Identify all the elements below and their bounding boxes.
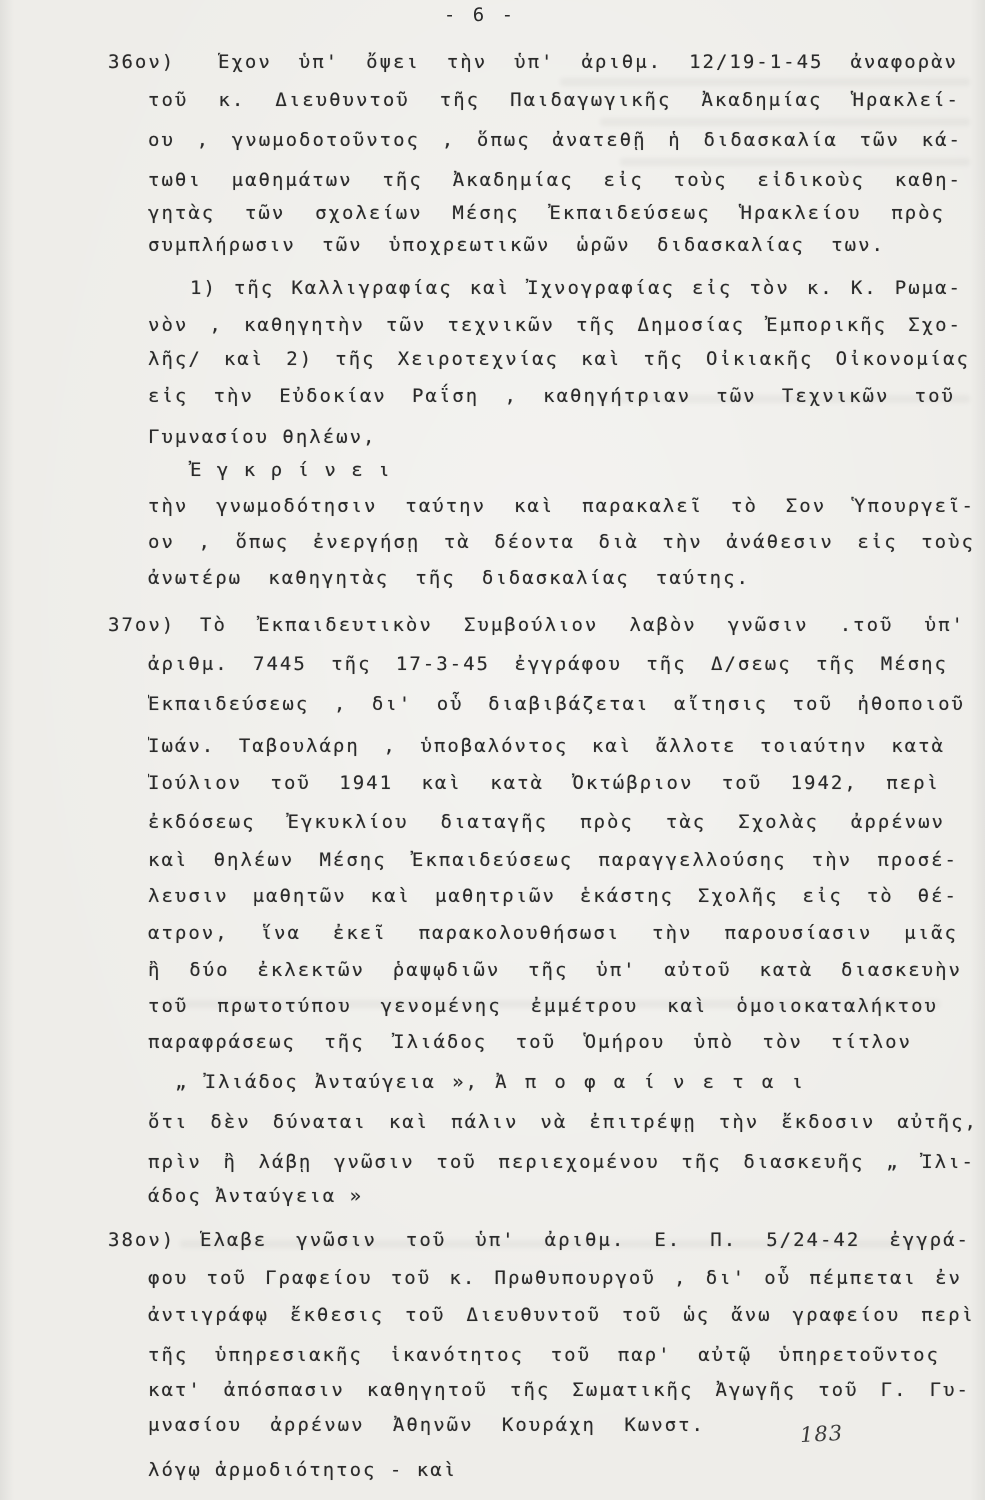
text-line: τῆς ὑπηρεσιακῆς ἱκανότητος τοῦ παρ' αὐτῷ ὑπηρετοῦντος: [148, 1344, 940, 1366]
text-line: λευσιν μαθητῶν καὶ μαθητριῶν ἑκάστης Σχολῆς εἰς τὸ θέ-: [148, 885, 958, 907]
text-line: ὅτι δὲν δύναται καὶ πάλιν νὰ ἐπιτρέψῃ τὴν ἔκδοσιν αὐτῆς,: [148, 1111, 978, 1133]
text-line: τὴν γνωμοδότησιν ταύτην καὶ παρακαλεῖ τὸ Σον Ὑπουργεῖ-: [148, 495, 975, 517]
text-line: λόγῳ ἁρμοδιότητος - καὶ: [148, 1459, 458, 1481]
text-line: τοῦ πρωτοτύπου γενομένης ἐμμέτρου καὶ ὁμοιοκαταλήκτου: [148, 995, 938, 1017]
text-line: ον , ὅπως ἐνεργήσῃ τὰ δέοντα διὰ τὴν ἀνάθεσιν εἰς τοὺς: [148, 531, 975, 553]
entry-number: 38ον): [108, 1229, 176, 1251]
text-line: εἰς τὴν Εὐδοκίαν Ραΐση , καθηγήτριαν τῶν Τεχνικῶν τοῦ: [148, 385, 955, 407]
text-line: Ἰωάν. Ταβουλάρη , ὑποβαλόντος καὶ ἄλλοτε τοιαύτην κατὰ: [148, 735, 945, 757]
handwritten-page-number: 183: [799, 1420, 844, 1448]
text-line: ατρον, ἵνα ἐκεῖ παρακολουθήσωσι τὴν παρουσίασιν μιᾶς: [148, 922, 958, 944]
text-line: Τὸ Ἐκπαιδευτικὸν Συμβούλιον λαβὸν γνῶσιν .τοῦ ὑπ': [200, 614, 965, 636]
page-header: - 6 -: [443, 4, 517, 26]
text-line: ἀντιγράφῳ ἔκθεσις τοῦ Διευθυντοῦ τοῦ ὡς ἄνω γραφείου περὶ: [148, 1304, 975, 1326]
text-line: ἀριθμ. 7445 τῆς 17-3-45 ἐγγράφου τῆς Δ/σεως τῆς Μέσης: [148, 653, 948, 675]
text-line: ἐκδόσεως Ἐγκυκλίου διαταγῆς πρὸς τὰς Σχολὰς ἀρρένων: [148, 811, 945, 833]
text-line: φου τοῦ Γραφείου τοῦ κ. Πρωθυπουργοῦ , δι' οὗ πέμπεται ἐν: [148, 1267, 962, 1289]
entry-number: 37ον): [108, 614, 176, 636]
text-line: καὶ θηλέων Μέσης Ἐκπαιδεύσεως παραγγελλούσης τὴν προσέ-: [148, 849, 958, 871]
text-line: Ἰούλιον τοῦ 1941 καὶ κατὰ Ὀκτώβριον τοῦ 1942, περὶ: [148, 772, 940, 794]
text-line: τωθι μαθημάτων τῆς Ἀκαδημίας εἰς τοὺς εἰδικοὺς καθη-: [148, 169, 962, 191]
text-line: νὸν , καθηγητὴν τῶν τεχνικῶν τῆς Δημοσίας Ἐμπορικῆς Σχο-: [148, 314, 962, 336]
text-line: Ἐκπαιδεύσεως , δι' οὗ διαβιβάζεται αἴτησις τοῦ ἠθοποιοῦ: [148, 693, 965, 715]
text-line: συμπλήρωσιν τῶν ὑποχρεωτικῶν ὡρῶν διδασκαλίας των.: [148, 234, 885, 256]
text-line: Ἔλαβε γνῶσιν τοῦ ὑπ' ἀριθμ. Ε. Π. 5/24-42 ἐγγρά-: [200, 1229, 970, 1251]
text-line: λῆς/ καὶ 2) τῆς Χειροτεχνίας καὶ τῆς Οἰκιακῆς Οἰκονομίας: [148, 348, 970, 370]
text-line: 1) τῆς Καλλιγραφίας καὶ Ἰχνογραφίας εἰς τὸν κ. Κ. Ρωμα-: [190, 277, 962, 299]
text-line: Γυμνασίου θηλέων,: [148, 426, 377, 448]
text-line: γητὰς τῶν σχολείων Μέσης Ἐκπαιδεύσεως Ἡρακλείου πρὸς: [148, 202, 945, 224]
text-line: „ Ἰλιάδος Ἀνταύγεια », Ἀ π ο φ α ί ν ε τ α ι: [175, 1071, 805, 1093]
decision-keyword: Ἐ γ κ ρ ί ν ε ι: [190, 459, 392, 481]
text-line: ἀνωτέρω καθηγητὰς τῆς διδασκαλίας ταύτης.: [148, 567, 750, 589]
text-line: Ἔχον ὑπ' ὄψει τὴν ὑπ' ἀριθμ. 12/19-1-45 ἀναφορὰν: [218, 51, 958, 73]
text-line: κατ' ἀπόσπασιν καθηγητοῦ τῆς Σωματικῆς Ἀγωγῆς τοῦ Γ. Γυ-: [148, 1379, 970, 1401]
entry-number: 36ον): [108, 51, 176, 73]
text-line: μνασίου ἀρρένων Ἀθηνῶν Κουράχη Κωνστ.: [148, 1414, 705, 1436]
text-line: ου , γνωμοδοτοῦντος , ὅπως ἀνατεθῇ ἡ διδασκαλία τῶν κά-: [148, 129, 962, 151]
text-line: τοῦ κ. Διευθυντοῦ τῆς Παιδαγωγικῆς Ἀκαδημίας Ἡρακλεί-: [148, 89, 960, 111]
text-line: παραφράσεως τῆς Ἰλιάδος τοῦ Ὁμήρου ὑπὸ τὸν τίτλον: [148, 1031, 912, 1053]
text-line: άδος Ἀνταύγεια »: [148, 1185, 364, 1207]
text-line: ἢ δύο ἐκλεκτῶν ῥαψῳδιῶν τῆς ὑπ' αὐτοῦ κατὰ διασκευὴν: [148, 959, 962, 981]
text-line: πρὶν ἢ λάβῃ γνῶσιν τοῦ περιεχομένου τῆς διασκευῆς „ Ἰλι-: [148, 1151, 975, 1173]
